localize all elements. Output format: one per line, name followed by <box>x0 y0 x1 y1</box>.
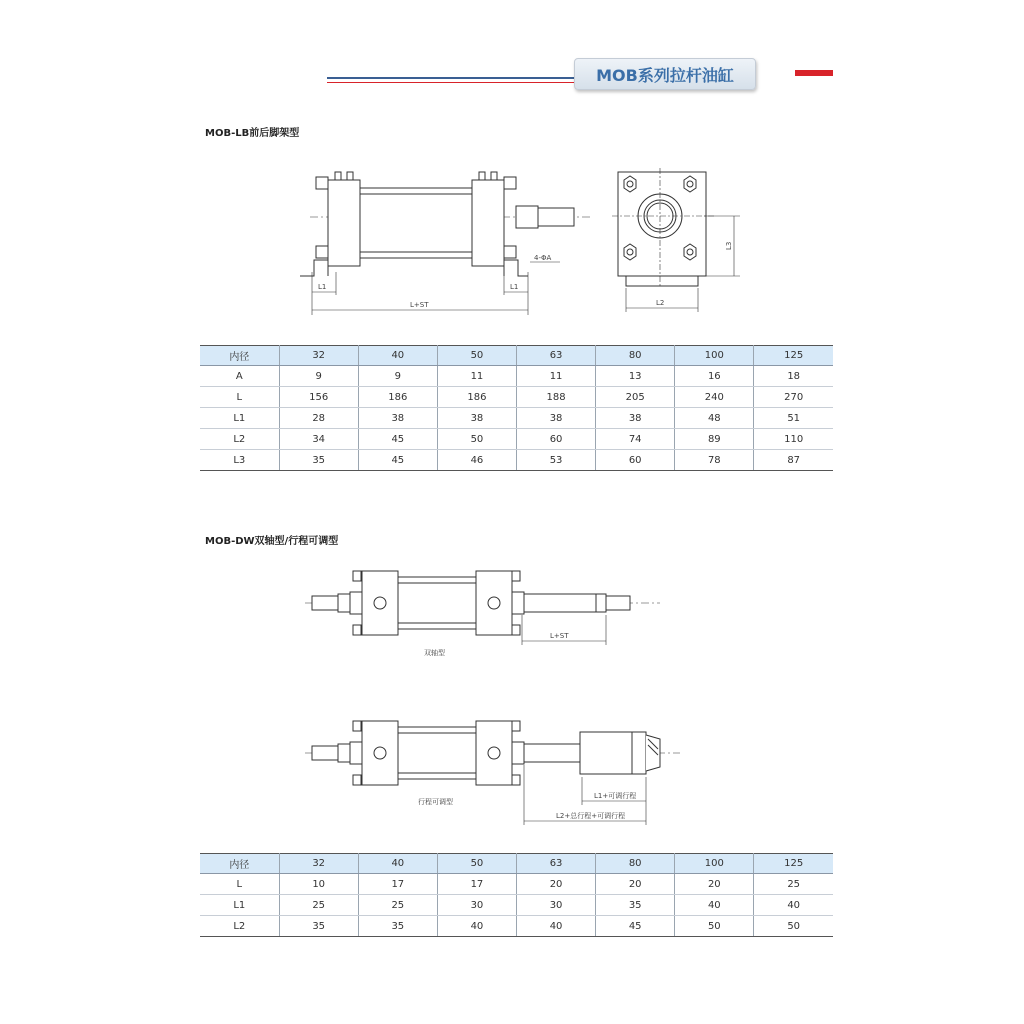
table-cell: L <box>200 874 279 895</box>
table-cell: 45 <box>358 450 437 471</box>
table-cell: 188 <box>517 387 596 408</box>
dw-adjustable-stroke-diagram <box>300 715 680 830</box>
dw-double-rod-diagram <box>300 565 660 655</box>
table-row <box>200 408 833 429</box>
table-header-row <box>200 854 833 874</box>
table-cell: 60 <box>596 450 675 471</box>
table-cell: L3 <box>200 450 279 471</box>
table-row <box>200 450 833 471</box>
table-cell: 35 <box>358 916 437 937</box>
table-cell: 50 <box>754 916 833 937</box>
header-cell: 63 <box>517 854 596 874</box>
table-cell: 28 <box>279 408 358 429</box>
table-cell: 17 <box>358 874 437 895</box>
lb-dimension-table <box>200 345 833 471</box>
table-cell: 74 <box>596 429 675 450</box>
header-cell: 32 <box>279 854 358 874</box>
table-cell: L1 <box>200 895 279 916</box>
table-cell: 11 <box>437 366 516 387</box>
table-cell: 25 <box>358 895 437 916</box>
lb-l2-label: L2 <box>656 299 665 307</box>
table-cell: 38 <box>517 408 596 429</box>
table-row <box>200 874 833 895</box>
table-cell: L <box>200 387 279 408</box>
lb-front-view-diagram <box>600 160 750 320</box>
table-cell: 35 <box>279 916 358 937</box>
table-row <box>200 916 833 937</box>
table-cell: 18 <box>754 366 833 387</box>
table-cell: L1 <box>200 408 279 429</box>
dw-double-caption: 双轴型 <box>424 649 445 657</box>
header-cell: 内径 <box>200 854 279 874</box>
header-cell: 内径 <box>200 346 279 366</box>
dw-l-st-label: L+ST <box>550 632 569 640</box>
table-cell: 13 <box>596 366 675 387</box>
dw-adj-l1-label: L1+可调行程 <box>594 792 637 800</box>
table-cell: 45 <box>358 429 437 450</box>
table-header-row <box>200 346 833 366</box>
table-cell: 20 <box>596 874 675 895</box>
table-cell: 78 <box>675 450 754 471</box>
lb-l1-right-label: L1 <box>510 283 519 291</box>
table-cell: 46 <box>437 450 516 471</box>
table-cell: 270 <box>754 387 833 408</box>
page-title: MOB系列拉杆油缸 <box>574 58 756 90</box>
table-cell: 205 <box>596 387 675 408</box>
table-cell: 45 <box>596 916 675 937</box>
table-cell: 110 <box>754 429 833 450</box>
table-cell: 30 <box>517 895 596 916</box>
header-cell: 63 <box>517 346 596 366</box>
header-cell: 100 <box>675 854 754 874</box>
table-cell: 35 <box>279 450 358 471</box>
table-cell: A <box>200 366 279 387</box>
table-cell: 11 <box>517 366 596 387</box>
table-cell: 87 <box>754 450 833 471</box>
table-cell: 40 <box>754 895 833 916</box>
table-cell: 30 <box>437 895 516 916</box>
table-row <box>200 895 833 916</box>
table-row <box>200 387 833 408</box>
table-cell: 60 <box>517 429 596 450</box>
table-cell: 10 <box>279 874 358 895</box>
table-cell: 50 <box>675 916 754 937</box>
table-cell: 51 <box>754 408 833 429</box>
table-cell: L2 <box>200 429 279 450</box>
table-row <box>200 429 833 450</box>
table-cell: 89 <box>675 429 754 450</box>
table-cell: 40 <box>437 916 516 937</box>
table-cell: 20 <box>675 874 754 895</box>
table-cell: 38 <box>596 408 675 429</box>
header-cell: 80 <box>596 346 675 366</box>
table-cell: 25 <box>279 895 358 916</box>
table-cell: 240 <box>675 387 754 408</box>
header-cell: 32 <box>279 346 358 366</box>
dw-dimension-table <box>200 853 833 937</box>
header-cell: 125 <box>754 854 833 874</box>
table-cell: 9 <box>358 366 437 387</box>
header-cell: 125 <box>754 346 833 366</box>
lb-side-view-diagram <box>290 160 550 320</box>
lb-hole-label: 4-ΦA <box>534 254 552 262</box>
table-cell: 20 <box>517 874 596 895</box>
lb-l1-left-label: L1 <box>318 283 327 291</box>
table-cell: 34 <box>279 429 358 450</box>
table-cell: 25 <box>754 874 833 895</box>
table-cell: 17 <box>437 874 516 895</box>
table-cell: 48 <box>675 408 754 429</box>
section-title-dw: MOB-DW双轴型/行程可调型 <box>205 536 339 547</box>
section-title-lb: MOB-LB前后脚架型 <box>205 128 300 139</box>
table-cell: 40 <box>517 916 596 937</box>
header-cell: 50 <box>437 346 516 366</box>
table-cell: 186 <box>358 387 437 408</box>
table-cell: 35 <box>596 895 675 916</box>
table-cell: 16 <box>675 366 754 387</box>
lb-l-st-label: L+ST <box>410 301 429 309</box>
table-cell: L2 <box>200 916 279 937</box>
header-cell: 80 <box>596 854 675 874</box>
table-cell: 9 <box>279 366 358 387</box>
table-cell: 40 <box>675 895 754 916</box>
header-line-blue <box>327 77 577 79</box>
header-cell: 100 <box>675 346 754 366</box>
table-row <box>200 366 833 387</box>
lb-l3-label: L3 <box>725 241 733 250</box>
table-cell: 38 <box>437 408 516 429</box>
header-line-red <box>327 82 577 83</box>
header-cell: 40 <box>358 854 437 874</box>
header-cell: 40 <box>358 346 437 366</box>
dw-adj-caption: 行程可调型 <box>418 798 453 806</box>
table-cell: 186 <box>437 387 516 408</box>
table-cell: 38 <box>358 408 437 429</box>
table-cell: 53 <box>517 450 596 471</box>
dw-adj-l2-label: L2+总行程+可调行程 <box>556 812 626 820</box>
table-cell: 156 <box>279 387 358 408</box>
header-accent-bar <box>795 70 833 76</box>
header-cell: 50 <box>437 854 516 874</box>
table-cell: 50 <box>437 429 516 450</box>
